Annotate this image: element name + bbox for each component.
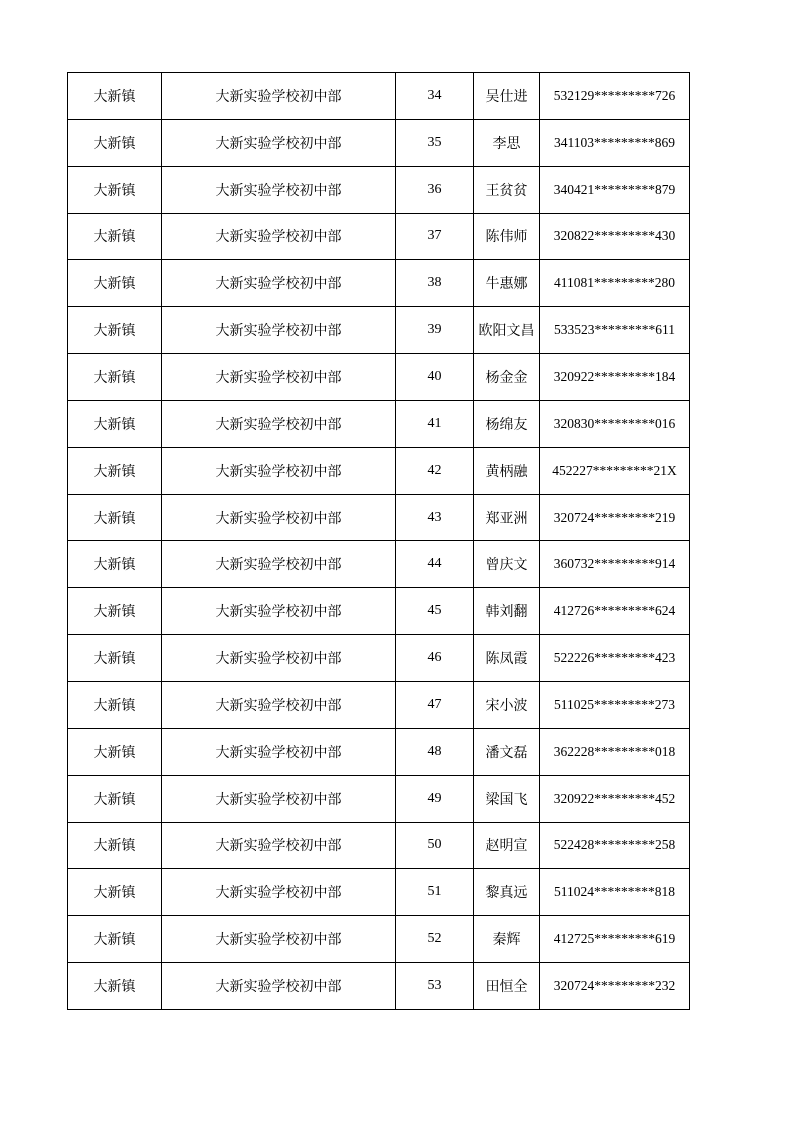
sequence-number-cell: 34 <box>396 73 474 120</box>
school-cell: 大新实验学校初中部 <box>162 916 396 963</box>
person-name-cell: 曾庆文 <box>474 541 540 588</box>
sequence-number-cell: 37 <box>396 213 474 260</box>
person-name-cell: 梁国飞 <box>474 775 540 822</box>
school-cell: 大新实验学校初中部 <box>162 728 396 775</box>
town-cell: 大新镇 <box>68 73 162 120</box>
sequence-number-cell: 42 <box>396 447 474 494</box>
table-row <box>68 635 690 682</box>
table-row <box>68 963 690 1010</box>
person-name-cell: 陈伟师 <box>474 213 540 260</box>
table-row <box>68 822 690 869</box>
person-name-cell: 牛惠娜 <box>474 260 540 307</box>
id-number-cell: 511025*********273 <box>540 681 690 728</box>
id-number-cell: 320822*********430 <box>540 213 690 260</box>
school-cell: 大新实验学校初中部 <box>162 775 396 822</box>
person-name-cell: 王贫贫 <box>474 166 540 213</box>
sequence-number-cell: 38 <box>396 260 474 307</box>
table-row <box>68 869 690 916</box>
id-number-cell: 320724*********219 <box>540 494 690 541</box>
sequence-number-cell: 52 <box>396 916 474 963</box>
person-name-cell: 黄柄融 <box>474 447 540 494</box>
id-number-cell: 533523*********611 <box>540 307 690 354</box>
id-number-cell: 360732*********914 <box>540 541 690 588</box>
town-cell: 大新镇 <box>68 307 162 354</box>
sequence-number-cell: 50 <box>396 822 474 869</box>
town-cell: 大新镇 <box>68 354 162 401</box>
sequence-number-cell: 45 <box>396 588 474 635</box>
id-number-cell: 320922*********452 <box>540 775 690 822</box>
id-number-cell: 341103*********869 <box>540 119 690 166</box>
table-row <box>68 541 690 588</box>
person-name-cell: 田恒全 <box>474 963 540 1010</box>
town-cell: 大新镇 <box>68 963 162 1010</box>
town-cell: 大新镇 <box>68 728 162 775</box>
table-row <box>68 681 690 728</box>
person-name-cell: 宋小波 <box>474 681 540 728</box>
sequence-number-cell: 44 <box>396 541 474 588</box>
table-row <box>68 775 690 822</box>
school-cell: 大新实验学校初中部 <box>162 213 396 260</box>
school-cell: 大新实验学校初中部 <box>162 447 396 494</box>
sequence-number-cell: 35 <box>396 119 474 166</box>
school-cell: 大新实验学校初中部 <box>162 73 396 120</box>
roster-body <box>68 73 690 1010</box>
id-number-cell: 320830*********016 <box>540 400 690 447</box>
school-cell: 大新实验学校初中部 <box>162 541 396 588</box>
table-row <box>68 260 690 307</box>
table-row <box>68 354 690 401</box>
id-number-cell: 511024*********818 <box>540 869 690 916</box>
school-cell: 大新实验学校初中部 <box>162 307 396 354</box>
school-cell: 大新实验学校初中部 <box>162 963 396 1010</box>
person-name-cell: 欧阳文昌 <box>474 307 540 354</box>
town-cell: 大新镇 <box>68 494 162 541</box>
town-cell: 大新镇 <box>68 916 162 963</box>
person-name-cell: 黎真远 <box>474 869 540 916</box>
person-name-cell: 郑亚洲 <box>474 494 540 541</box>
person-name-cell: 李思 <box>474 119 540 166</box>
sequence-number-cell: 39 <box>396 307 474 354</box>
person-name-cell: 杨绵友 <box>474 400 540 447</box>
sequence-number-cell: 40 <box>396 354 474 401</box>
town-cell: 大新镇 <box>68 822 162 869</box>
town-cell: 大新镇 <box>68 260 162 307</box>
school-cell: 大新实验学校初中部 <box>162 635 396 682</box>
table-row <box>68 447 690 494</box>
person-name-cell: 陈凤霞 <box>474 635 540 682</box>
table-row <box>68 213 690 260</box>
town-cell: 大新镇 <box>68 681 162 728</box>
person-name-cell: 秦辉 <box>474 916 540 963</box>
sequence-number-cell: 49 <box>396 775 474 822</box>
person-name-cell: 潘文磊 <box>474 728 540 775</box>
person-name-cell: 吴仕进 <box>474 73 540 120</box>
id-number-cell: 532129*********726 <box>540 73 690 120</box>
school-cell: 大新实验学校初中部 <box>162 822 396 869</box>
table-row <box>68 588 690 635</box>
id-number-cell: 362228*********018 <box>540 728 690 775</box>
sequence-number-cell: 41 <box>396 400 474 447</box>
id-number-cell: 411081*********280 <box>540 260 690 307</box>
roster-table <box>67 72 690 1010</box>
town-cell: 大新镇 <box>68 119 162 166</box>
table-row <box>68 307 690 354</box>
person-name-cell: 杨金金 <box>474 354 540 401</box>
town-cell: 大新镇 <box>68 400 162 447</box>
sequence-number-cell: 48 <box>396 728 474 775</box>
id-number-cell: 320724*********232 <box>540 963 690 1010</box>
table-row <box>68 119 690 166</box>
school-cell: 大新实验学校初中部 <box>162 260 396 307</box>
id-number-cell: 412725*********619 <box>540 916 690 963</box>
town-cell: 大新镇 <box>68 635 162 682</box>
id-number-cell: 522226*********423 <box>540 635 690 682</box>
table-row <box>68 728 690 775</box>
id-number-cell: 522428*********258 <box>540 822 690 869</box>
person-name-cell: 赵明宣 <box>474 822 540 869</box>
town-cell: 大新镇 <box>68 213 162 260</box>
table-row <box>68 400 690 447</box>
school-cell: 大新实验学校初中部 <box>162 119 396 166</box>
town-cell: 大新镇 <box>68 447 162 494</box>
town-cell: 大新镇 <box>68 775 162 822</box>
id-number-cell: 320922*********184 <box>540 354 690 401</box>
sequence-number-cell: 43 <box>396 494 474 541</box>
school-cell: 大新实验学校初中部 <box>162 400 396 447</box>
table-row <box>68 73 690 120</box>
sequence-number-cell: 51 <box>396 869 474 916</box>
sequence-number-cell: 46 <box>396 635 474 682</box>
town-cell: 大新镇 <box>68 869 162 916</box>
town-cell: 大新镇 <box>68 166 162 213</box>
school-cell: 大新实验学校初中部 <box>162 681 396 728</box>
id-number-cell: 412726*********624 <box>540 588 690 635</box>
sequence-number-cell: 53 <box>396 963 474 1010</box>
id-number-cell: 452227*********21X <box>540 447 690 494</box>
town-cell: 大新镇 <box>68 541 162 588</box>
school-cell: 大新实验学校初中部 <box>162 588 396 635</box>
sequence-number-cell: 47 <box>396 681 474 728</box>
school-cell: 大新实验学校初中部 <box>162 354 396 401</box>
sequence-number-cell: 36 <box>396 166 474 213</box>
school-cell: 大新实验学校初中部 <box>162 869 396 916</box>
person-name-cell: 韩刘翻 <box>474 588 540 635</box>
table-row <box>68 166 690 213</box>
town-cell: 大新镇 <box>68 588 162 635</box>
id-number-cell: 340421*********879 <box>540 166 690 213</box>
school-cell: 大新实验学校初中部 <box>162 166 396 213</box>
table-row <box>68 494 690 541</box>
school-cell: 大新实验学校初中部 <box>162 494 396 541</box>
table-row <box>68 916 690 963</box>
